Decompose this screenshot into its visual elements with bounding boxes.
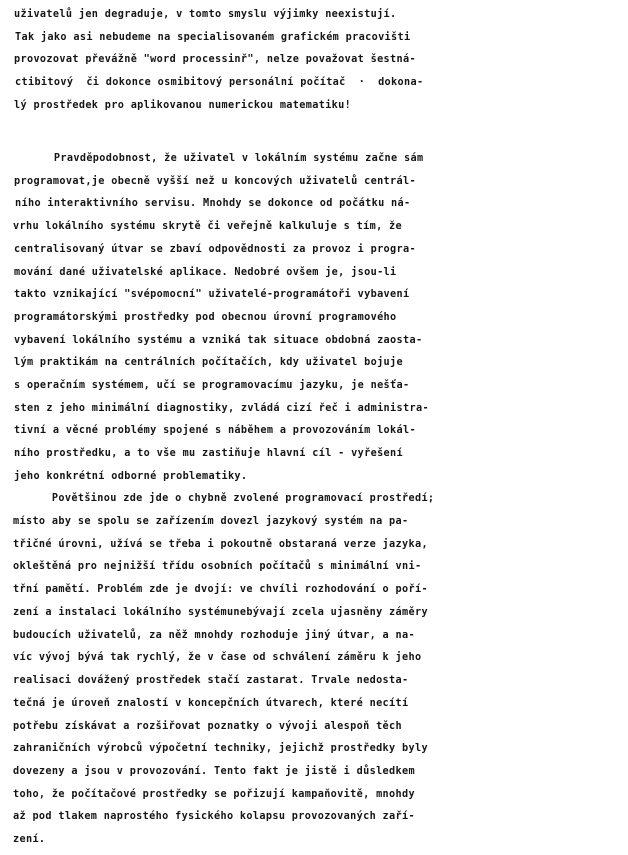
text-line: lým praktikám na centrálních počítačích, kdy uživatel bojuje bbox=[14, 357, 404, 368]
text-line: vrhu lokálního systému skrytě či veřejně kalkuluje s tím, že bbox=[13, 221, 403, 232]
text-line: Pravděpodobnost, že uživatel v lokálním systému začne sám bbox=[15, 153, 424, 164]
text-line: dovezeny a jsou v provozování. Tento fakt je jistě i důsledkem bbox=[13, 766, 415, 777]
text-line: programátorskými prostředky pod obecnou úrovní programového bbox=[14, 312, 397, 323]
text-line: ctibitový či dokonce osmibitový personální počítač · dokona- bbox=[15, 77, 424, 88]
text-line: ního prostředku, a to vše mu zastiňuje hlavní cíl - vyřešení bbox=[14, 448, 404, 459]
text-line: programovat,je obecně vyšší než u koncových uživatelů centrál- bbox=[14, 176, 416, 187]
text-line: takto vznikající "svépomocní" uživatelé-programátoři vybavení bbox=[14, 289, 410, 300]
text-line: místo aby se spolu se zařízením dovezl jazykový systém na pa- bbox=[13, 516, 409, 527]
text-line: s operačním systémem, učí se programovacímu jazyku, je nešťa- bbox=[14, 380, 410, 391]
text-line: vybavení lokálního systému a vzniká tak situace obdobná zaosta- bbox=[14, 335, 423, 346]
text-line: sten z jeho minimální diagnostiky, zvládá cizí řeč i administra- bbox=[14, 403, 429, 414]
text-line: potřebu získávat a rozšiřovat poznatky o vývoji alespoň těch bbox=[13, 721, 403, 732]
text-line: ního interaktivního servisu. Mnohdy se dokonce od počátku ná- bbox=[15, 198, 411, 209]
text-line: uživatelů jen degraduje, v tomto smyslu výjimky neexistují. bbox=[14, 9, 397, 20]
text-line: Tak jako asi nebudeme na specialisovaném grafickém pracovišti bbox=[15, 32, 411, 43]
text-line: toho, že počítačové prostředky se pořizují kampaňovitě, mnohdy bbox=[13, 789, 415, 800]
text-line: zahraničních výrobců výpočetní techniky, jejichž prostředky byly bbox=[13, 743, 428, 754]
text-line: zení. bbox=[13, 834, 46, 845]
text-line: budoucích uživatelů, za něž mnohdy rozhoduje jiný útvar, a na- bbox=[13, 630, 415, 641]
text-line: tivní a věcné problémy spojené s náběhem a provozováním lokál- bbox=[14, 425, 416, 436]
text-line: provozovat převážně "word processinř", nelze považovat šestná- bbox=[14, 54, 416, 65]
text-line: víc vývoj bývá tak rychlý, že v čase od schválení záměru k jeho bbox=[13, 652, 422, 663]
text-line: až pod tlakem naprostého fysického kolapsu provozovaných zaří- bbox=[13, 811, 415, 822]
text-line: realisaci dovážený prostředek stačí zastarat. Trvale nedosta- bbox=[13, 675, 409, 686]
text-line: mování dané uživatelské aplikace. Nedobré ovšem je, jsou-li bbox=[14, 267, 397, 278]
text-line: třní pamětí. Problém zde je dvojí: ve chvíli rozhodování o poří- bbox=[13, 584, 428, 595]
text-line: centralisovaný útvar se zbaví odpovědnosti za provoz i progra- bbox=[14, 244, 416, 255]
text-line: Povětšinou zde jde o chybně zvolené programovací prostředí; bbox=[13, 493, 435, 504]
text-line: tečná je úroveň znalostí v koncepčních útvarech, které necítí bbox=[13, 698, 409, 709]
text-line: jeho konkrétní odborné problematiky. bbox=[14, 471, 248, 482]
text-line: třičné úrovni, užívá se třeba i pokoutně obstaraná verze jazyka, bbox=[13, 539, 428, 550]
text-line: okleštěná pro nejnižší třídu osobních počítačů s minimální vni- bbox=[13, 561, 422, 572]
text-line: lý prostředek pro aplikovanou numerickou matematiku! bbox=[14, 100, 352, 111]
text-line: zení a instalaci lokálního systémunebývají zcela ujasněny záměry bbox=[13, 607, 428, 618]
